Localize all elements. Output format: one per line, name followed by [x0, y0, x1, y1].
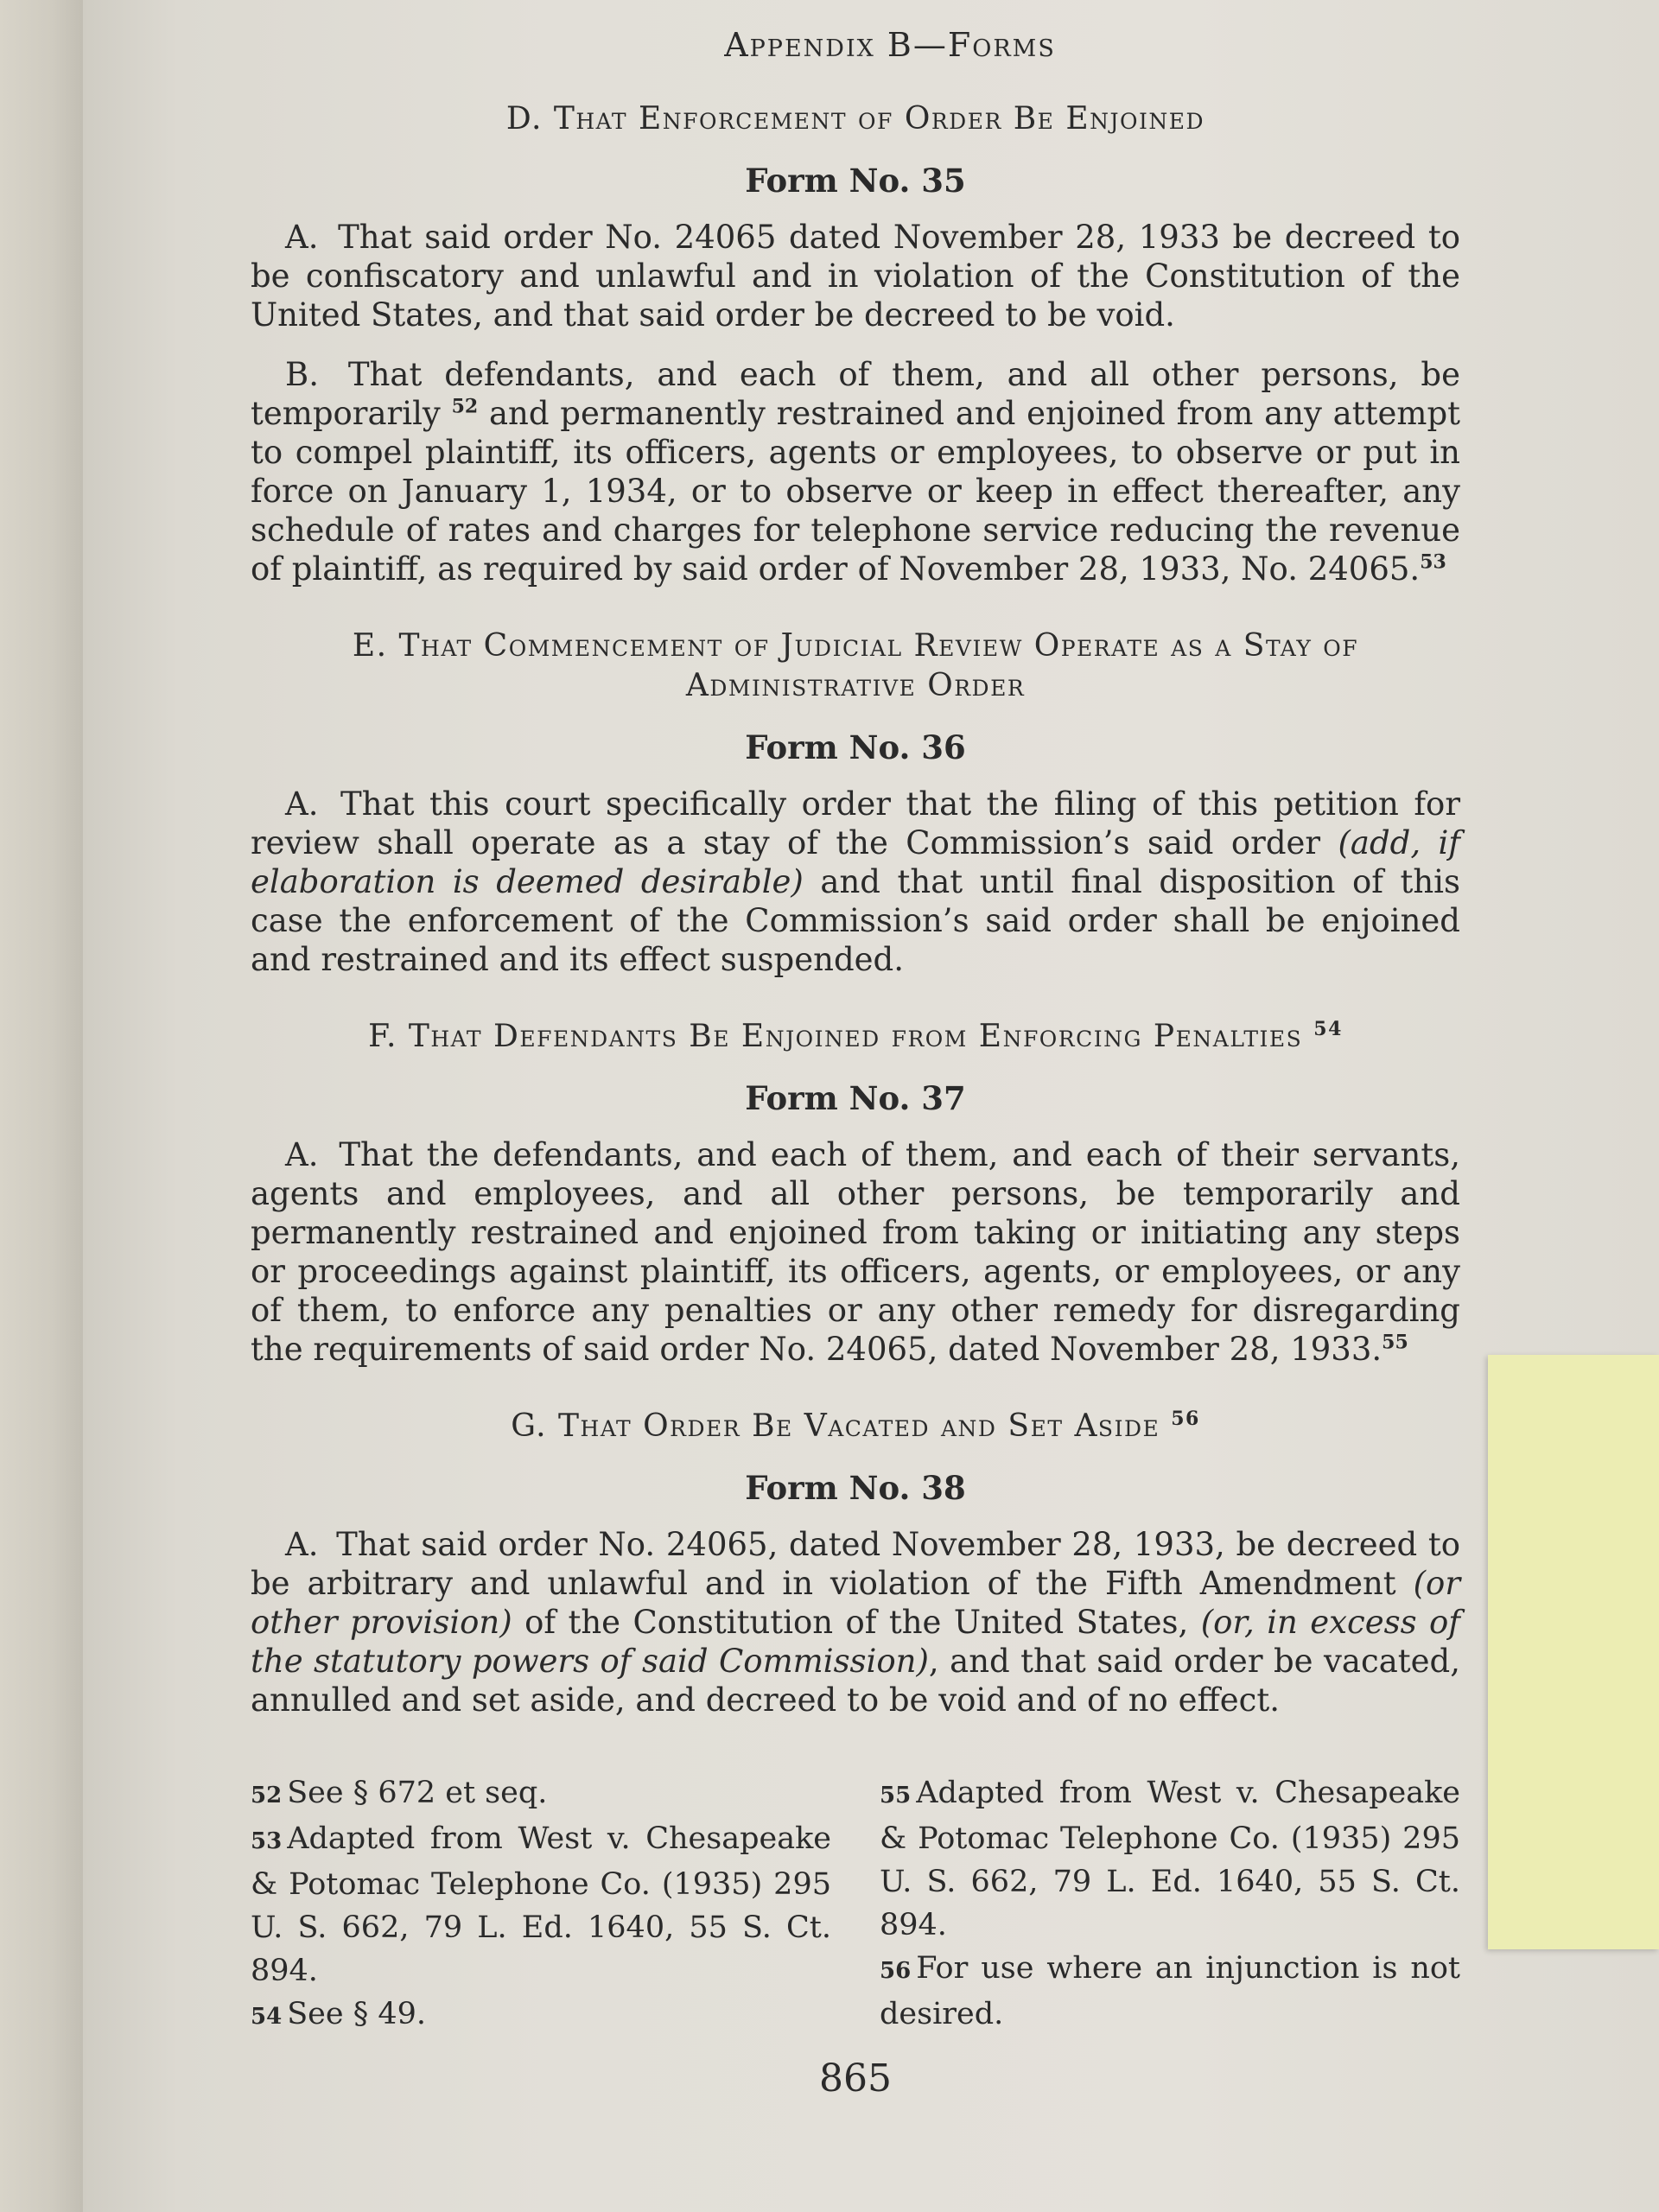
paragraph-text: of the Constitution of the United States, [524, 1604, 1189, 1641]
footnote-ref: 53 [1420, 550, 1446, 574]
section-heading-text: G. That Order Be Vacated and Set Aside [511, 1408, 1160, 1444]
paragraph [251, 1135, 1460, 1369]
footnote-text: Adapted from West v. Chesapeake & Potomac Telephone Co. (1935) 295 U. S. 662, 79 L. Ed. 1640, 55 S. Ct. 894. [251, 1821, 831, 1988]
form-number: Form No. 36 [745, 728, 966, 766]
paragraph-text: That the defendants, and each of them, and each of their servants, agents and employees, and all other persons, be temporarily and permanently restrained and enjoined from taking or initiating any steps or proceedings against plaintiff, its officers, agents, or employees, or any of them, to enforce any penalties or any other remedy for disregarding the requirements of said order No. 24065, dated November 28, 1933. [251, 1136, 1460, 1368]
footnote [251, 1771, 831, 1817]
section-heading-text: F. That Defendants Be Enjoined from Enforcing Penalties [368, 1019, 1303, 1054]
paragraph [251, 1525, 1460, 1719]
section-e [251, 626, 1460, 979]
footnote-number: 54 [251, 2004, 283, 2030]
paragraph-text: That said order No. 24065, dated November 28, 1933, be decreed to be arbitrary and unlawful and in violation of the Fifth Amendment [251, 1526, 1461, 1602]
footnote-number: 53 [251, 1828, 283, 1854]
section-g [251, 1407, 1460, 1719]
paragraph-text: That said order No. 24065 dated November 28, 1933 be decreed to be confiscatory and unlawful and in violation of the Constitution of the United States, and that said order be decreed to be void. [251, 219, 1460, 334]
paragraph-label: B. [285, 356, 319, 393]
footnote-number: 55 [880, 1783, 912, 1808]
paragraph-text: , and that said order be vacated, annulled and set aside, and decreed to be void and of no effect. [251, 1643, 1460, 1719]
sticky-note [1488, 1355, 1659, 1949]
footnote-ref: 54 [1313, 1018, 1343, 1040]
paragraph-text: That defendants, and each of them, and all other persons, be temporarily [251, 356, 1460, 432]
footnote-text: See § 672 et seq. [287, 1776, 548, 1810]
paragraph-text: and permanently restrained and enjoined from any attempt to compel plaintiff, its officers, agents or employees, to observe or put in force on January 1, 1934, or to observe or keep in effect thereafter, any schedule of rates and charges for telephone service reducing the revenue of plaintiff, as required by said order of November 28, 1933, No. 24065. [251, 395, 1460, 588]
paragraph-label: A. [285, 219, 319, 256]
footnote-number: 52 [251, 1783, 283, 1808]
section-heading: D. That Enforcement of Order Be Enjoined [505, 101, 1205, 137]
footnote-ref: 52 [451, 395, 479, 418]
footnote [251, 1817, 831, 1993]
footnote [880, 1947, 1460, 2036]
paragraph-label: A. [285, 1526, 319, 1563]
page-number: 865 [819, 2056, 892, 2101]
form-number: Form No. 37 [745, 1079, 966, 1117]
footnote [880, 1771, 1460, 1947]
page-content [251, 26, 1461, 2101]
footnote [251, 1993, 831, 2038]
footnotes-right-column [880, 1771, 1460, 2038]
paragraph [251, 355, 1460, 588]
italic-note: (or other provision) [251, 1565, 1461, 1641]
running-head: Appendix B—Forms [724, 26, 1056, 64]
paragraph-text: That this court specifically order that the filing of this petition for review shall operate as a stay of the Commission’s said order [251, 785, 1460, 861]
paragraph [251, 218, 1460, 334]
form-number: Form No. 38 [745, 1469, 966, 1507]
section-d [251, 99, 1460, 588]
form-number: Form No. 35 [745, 162, 966, 200]
footnote-text: For use where an injunction is not desired. [880, 1951, 1460, 2031]
paragraph-label: A. [285, 1136, 319, 1173]
footnote-ref: 56 [1171, 1408, 1200, 1430]
italic-note: (or, in excess of the statutory powers of said Commission) [251, 1604, 1460, 1680]
italic-note: (add, if elaboration is deemed desirable) [251, 824, 1460, 900]
footnote-number: 56 [880, 1958, 912, 1984]
footnote-ref: 55 [1382, 1331, 1408, 1354]
paragraph [251, 785, 1460, 979]
footnotes-left-column [251, 1771, 831, 2038]
paragraph-label: A. [285, 785, 319, 823]
section-heading [251, 1407, 1460, 1446]
footnote-text: See § 49. [287, 1997, 427, 2031]
section-heading [251, 1017, 1460, 1057]
section-f [251, 1017, 1460, 1369]
section-heading: E. That Commencement of Judicial Review Operate as a Stay of Administrative Order [352, 628, 1359, 703]
footnote-text: Adapted from West v. Chesapeake & Potomac Telephone Co. (1935) 295 U. S. 662, 79 L. Ed. 1640, 55 S. Ct. 894. [880, 1776, 1460, 1942]
footnotes [251, 1771, 1460, 2038]
paragraph-text: and that until final disposition of this case the enforcement of the Commission’s said order shall be enjoined and restrained and its effect suspended. [251, 863, 1461, 978]
